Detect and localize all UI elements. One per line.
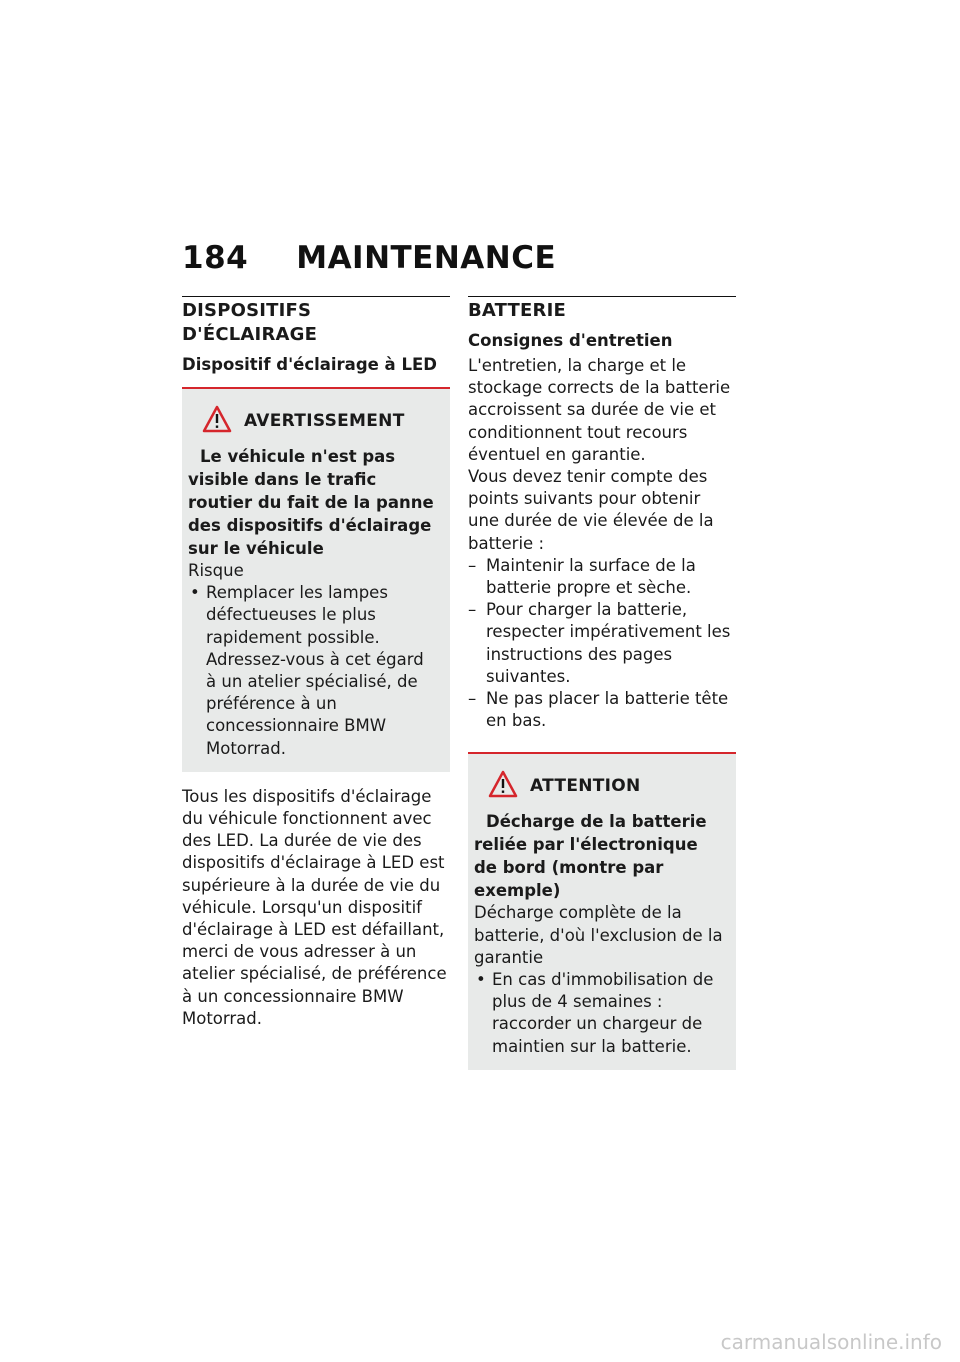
warning-lead: Le véhicule n'est pas visible dans le trafic routier du fait de la panne des dispositifs d'éclairage sur le véhicule [188, 447, 434, 558]
lighting-paragraph: Tous les dispositifs d'éclairage du véhicule fonctionnent avec des LED. La durée de vie des dispositifs d'éclairage à LED est supérieure à la durée de vie du véhicule. Lorsqu'un dispositif d'éclairage à LED est défaillant, merci de vous adresser à un atelier spécialisé, de préférence à un concessionnaire BMW Motorrad. [182, 786, 447, 1028]
attention-lead: Décharge de la batterie reliée par l'électronique de bord (montre par exemple) [474, 812, 707, 901]
attention-header [474, 770, 724, 802]
section-rule [468, 296, 736, 297]
watermark: carmanualsonline.info [720, 1330, 942, 1354]
warning-risk: Risque [188, 561, 244, 580]
sub-title-maintenance: Consignes d'entretien [468, 331, 673, 350]
dash-item: – Maintenir la surface de la batterie propre et sèche. [468, 555, 736, 599]
warning-bullet-item: • Remplacer les lampes défectueuses le plus rapidement possible. Adressez-vous à cet égard à un atelier spécialisé, de préférence à un concessionnaire BMW Motorrad. [188, 582, 438, 760]
battery-paragraph-1: L'entretien, la charge et le stockage corrects de la batterie accroissent sa durée de vie et conditionnent tout recours éventuel en garantie. [468, 356, 731, 464]
section-title-lighting: DISPOSITIFS D'ÉCLAIRAGE [182, 300, 318, 345]
warning-header [188, 405, 438, 437]
warning-triangle-icon [488, 770, 518, 802]
attention-label: ATTENTION [530, 776, 641, 797]
right-column [468, 296, 736, 1070]
battery-paragraph-2: Vous devez tenir compte des points suivants pour obtenir une durée de vie élevée de la batterie : [468, 467, 714, 553]
page-number: 184 [182, 240, 249, 276]
warning-triangle-icon [202, 405, 232, 437]
attention-box [468, 752, 736, 1069]
dash-item: – Pour charger la batterie, respecter impérativement les instructions des pages suivantes. [468, 599, 736, 688]
section-title-battery: BATTERIE [468, 300, 566, 321]
left-column [182, 296, 450, 1030]
attention-text: Décharge complète de la batterie, d'où l'exclusion de la garantie [474, 903, 723, 967]
warning-bullets [188, 582, 438, 760]
chapter-title: MAINTENANCE [296, 240, 557, 276]
dash-item: – Ne pas placer la batterie tête en bas. [468, 688, 736, 732]
section-rule [182, 296, 450, 297]
battery-dash-list [468, 555, 736, 733]
attention-bullet-item: • En cas d'immobilisation de plus de 4 semaines : raccorder un chargeur de maintien sur la batterie. [474, 969, 724, 1058]
attention-bullets [474, 969, 724, 1058]
sub-title-led: Dispositif d'éclairage à LED [182, 355, 437, 374]
page-header [182, 240, 556, 276]
warning-label: AVERTISSEMENT [244, 411, 405, 431]
warning-box [182, 387, 450, 772]
